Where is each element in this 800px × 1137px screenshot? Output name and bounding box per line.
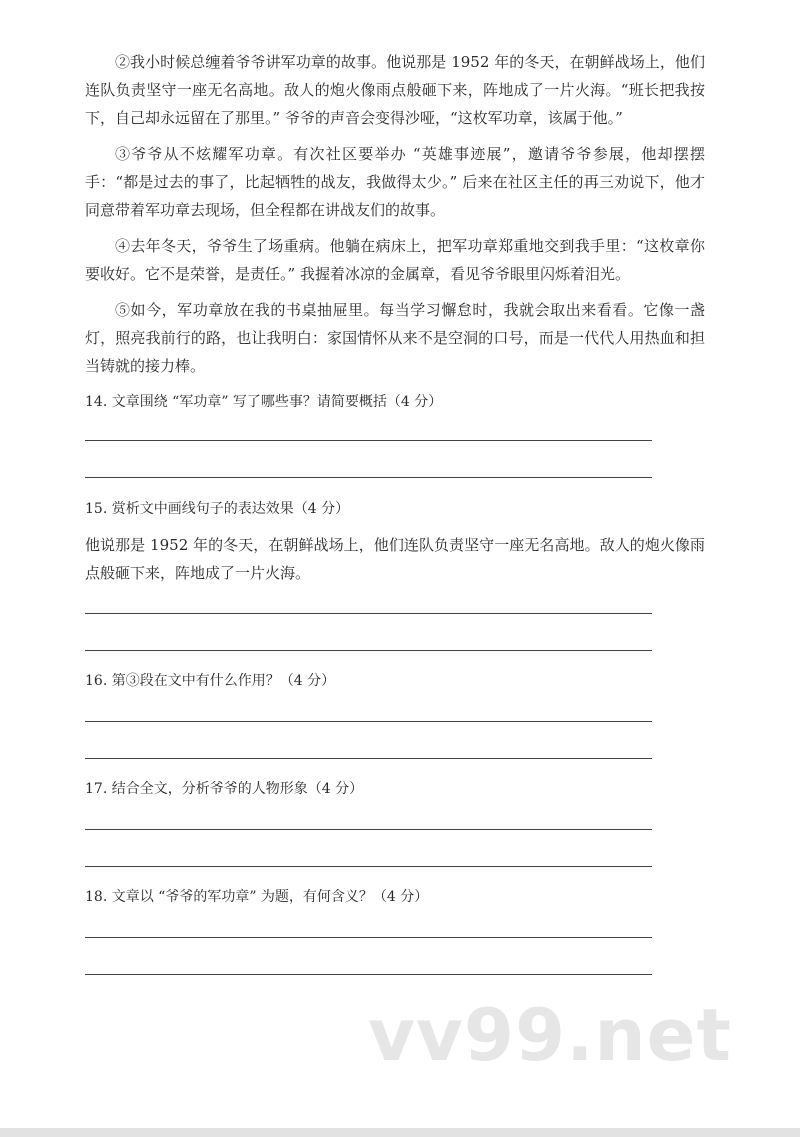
passage-paragraph-2: ②我小时候总缠着爷爷讲军功章的故事。他说那是 1952 年的冬天，在朝鲜战场上，他们连队负责坚守一座无名高地。敌人的炮火像雨点般砸下来，阵地成了一片火海。“班长把我按下，自己却永远留在了那里。” 爷爷的声音会变得沙哑，“这枚军功章，该属于他。” — [85, 53, 705, 127]
exam-page — [85, 48, 705, 975]
passage-paragraph-4: ④去年冬天，爷爷生了场重病。他躺在病床上，把军功章郑重地交到我手里：“这枚章你要收好。它不是荣誉，是责任。” 我握着冰凉的金属章，看见爷爷眼里闪烁着泪光。 — [85, 237, 705, 283]
answer-line[interactable] — [85, 477, 652, 478]
answer-line[interactable] — [85, 721, 652, 722]
page-bottom-edge — [0, 1128, 800, 1137]
question-15-quote: 他说那是 1952 年的冬天，在朝鲜战场上，他们连队负责坚守一座无名高地。敌人的炮火像雨点般砸下来，阵地成了一片火海。 — [85, 536, 705, 582]
question-16: 16. 第③段在文中有什么作用？（4 分） — [85, 673, 336, 689]
passage-paragraph-5: ⑤如今，军功章放在我的书桌抽屉里。每当学习懈怠时，我就会取出来看看。它像一盏灯，照亮我前行的路，也让我明白：家国情怀从来不是空洞的口号，而是一代代人用热血和担当铸就的接力棒。 — [85, 301, 705, 375]
watermark: vv99.net — [368, 993, 732, 1077]
answer-line[interactable] — [85, 937, 652, 938]
question-15: 15. 赏析文中画线句子的表达效果（4 分） — [85, 501, 350, 517]
question-14: 14. 文章围绕 “军功章” 写了哪些事？请简要概括（4 分） — [85, 394, 443, 410]
passage-paragraph-3: ③爷爷从不炫耀军功章。有次社区要举办 “英雄事迹展”，邀请爷爷参展，他却摆摆手：“都是过去的事了，比起牺牲的战友，我做得太少。” 后来在社区主任的再三劝说下，他才同意带着军功章去现场，但全程都在讲战友们的故事。 — [85, 145, 705, 219]
answer-line[interactable] — [85, 829, 652, 830]
question-18: 18. 文章以 “爷爷的军功章” 为题，有何含义？（4 分） — [85, 889, 429, 905]
answer-line[interactable] — [85, 974, 652, 975]
question-17: 17. 结合全文，分析爷爷的人物形象（4 分） — [85, 781, 364, 797]
answer-line[interactable] — [85, 758, 652, 759]
answer-line[interactable] — [85, 650, 652, 651]
answer-line[interactable] — [85, 866, 652, 867]
answer-line[interactable] — [85, 613, 652, 614]
answer-line[interactable] — [85, 440, 652, 441]
